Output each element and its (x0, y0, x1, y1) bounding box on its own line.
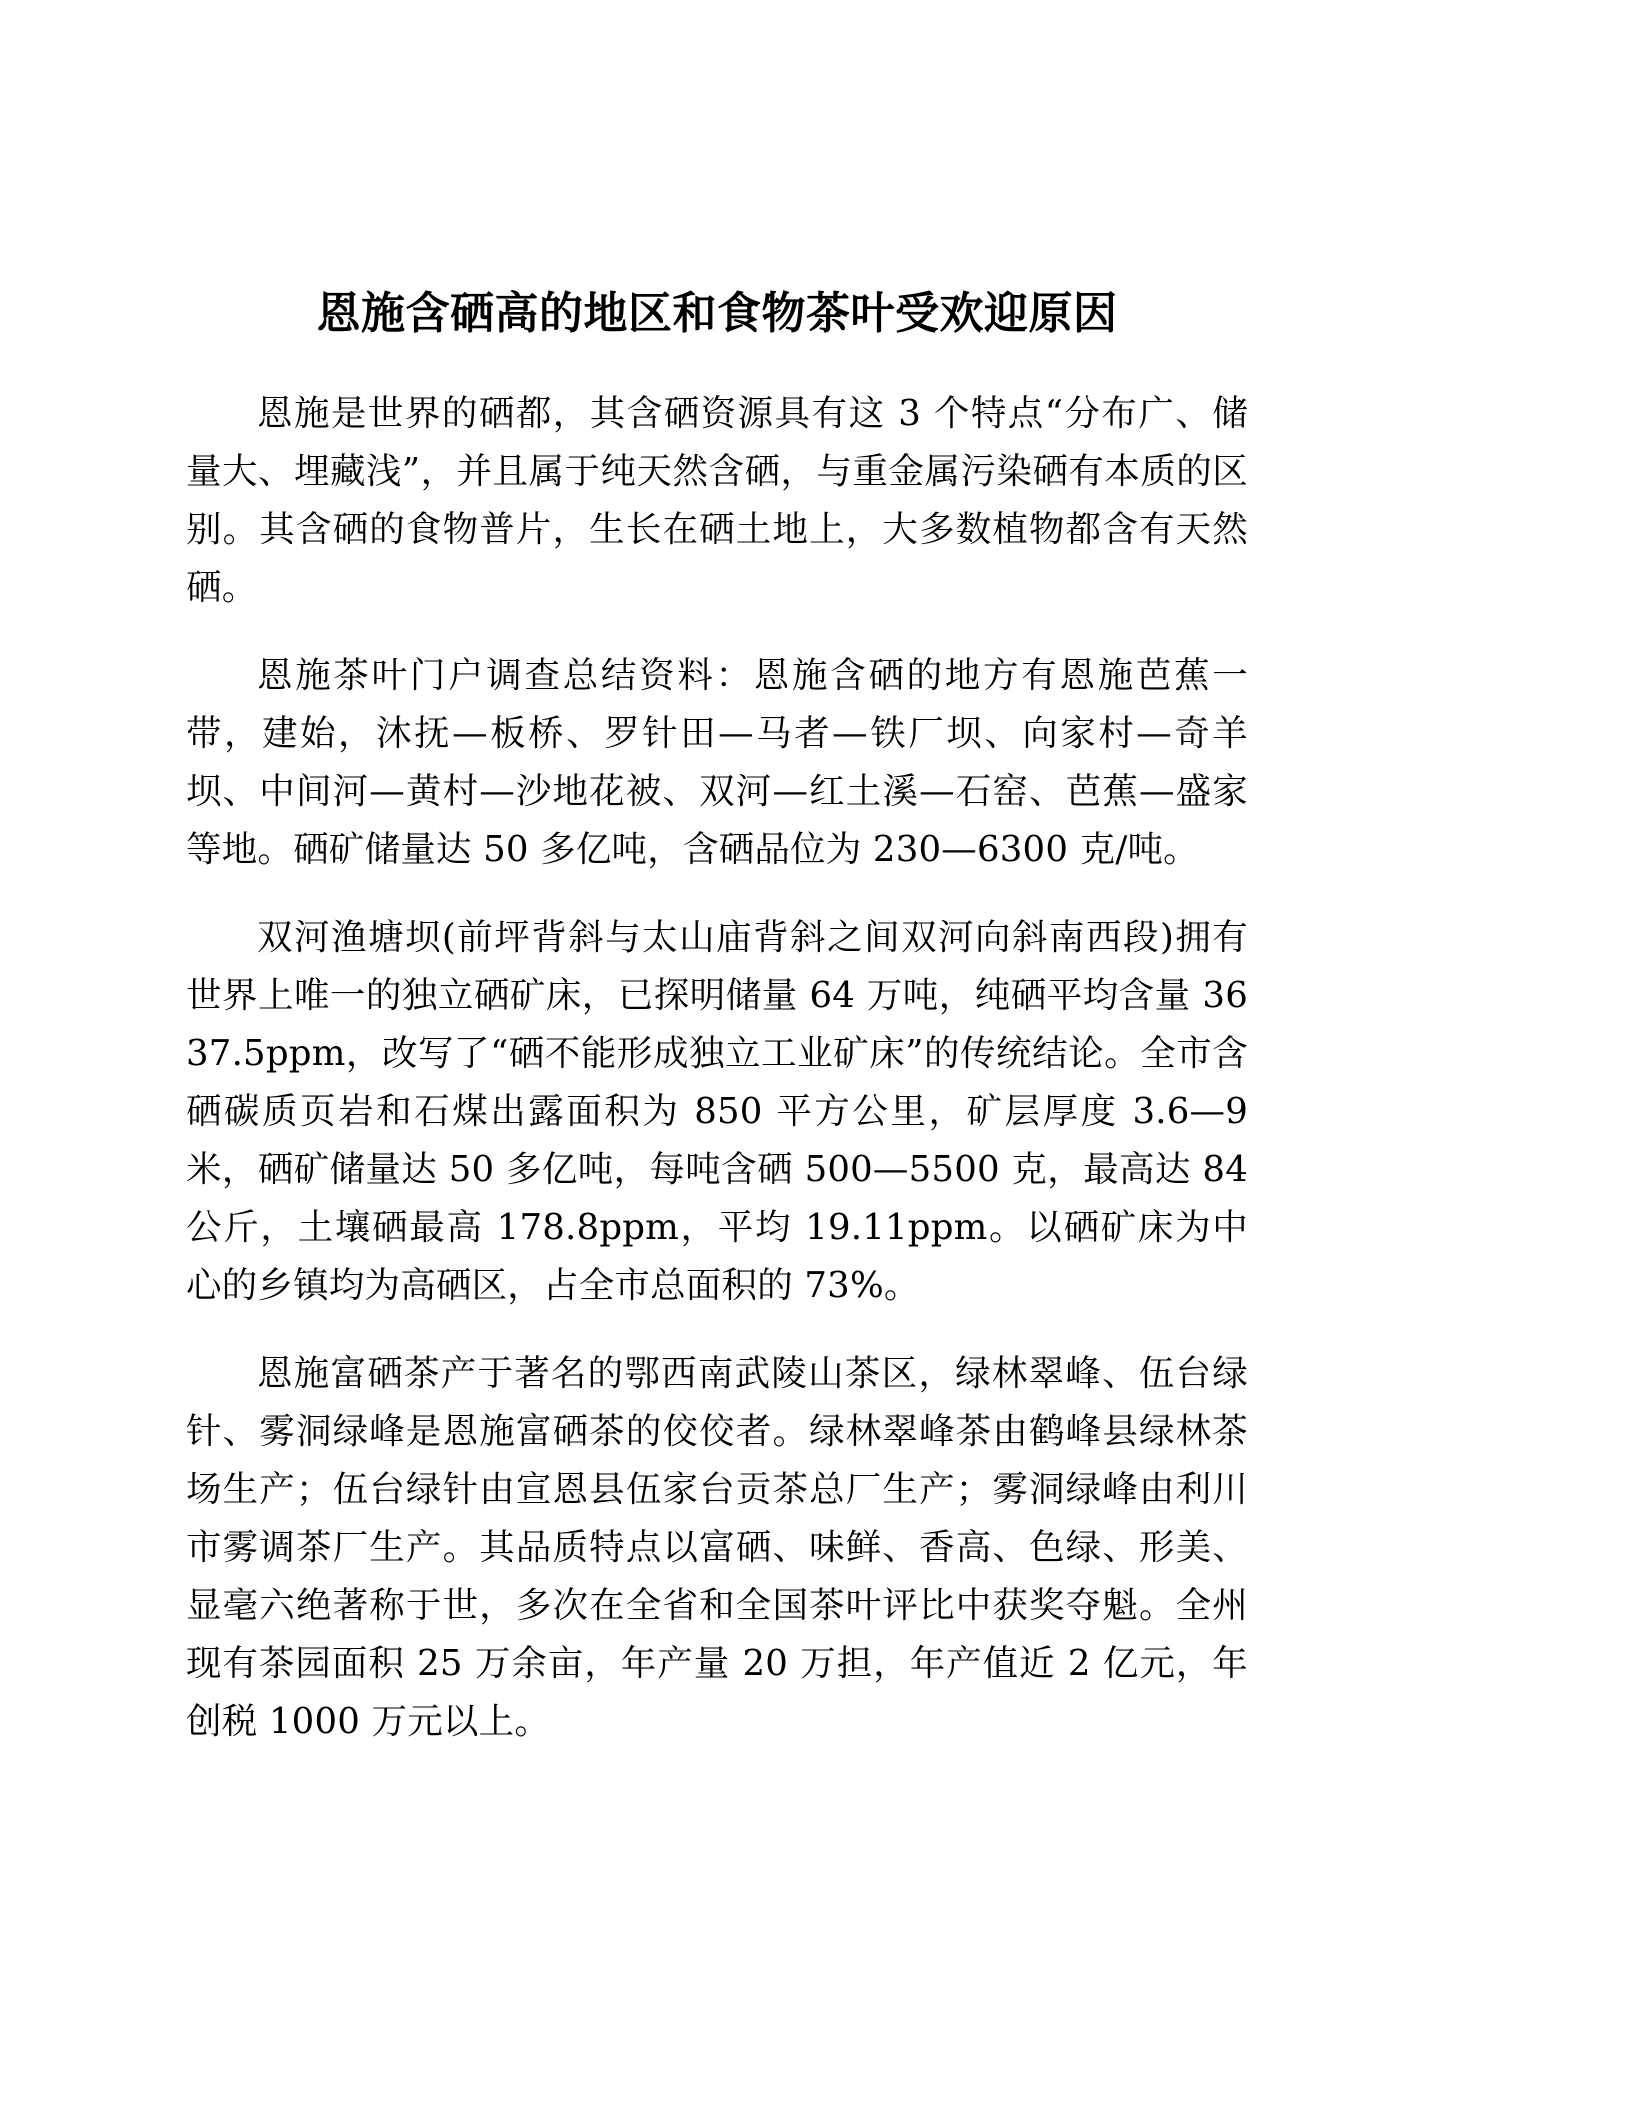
paragraph-list (186, 385, 1248, 1751)
page-title: 恩施含硒高的地区和食物茶叶受欢迎原因 (316, 288, 1118, 339)
paragraph-selenium-capital: 恩施是世界的硒都，其含硒资源具有这 3 个特点“分布广、储量大、埋藏浅”，并且属于纯天然含硒，与重金属污染硒有本质的区别。其含硒的食物普片，生长在硒土地上，大多数植物都含有天然硒。 (186, 393, 1248, 608)
paragraph-survey-summary: 恩施茶叶门户调查总结资料：恩施含硒的地方有恩施芭蕉一带，建始，沐抚—板桥、罗针田—马者—铁厂坝、向家村—奇羊坝、中间河—黄村—沙地花被、双河—红土溪—石窑、芭蕉—盛家等地。硒矿储量达 50 多亿吨，含硒品位为 230—6300 克/吨。 (186, 655, 1248, 870)
paragraph-selenium-tea: 恩施富硒茶产于著名的鄂西南武陵山茶区，绿林翠峰、伍台绿针、雾洞绿峰是恩施富硒茶的佼佼者。绿林翠峰茶由鹤峰县绿林茶场生产；伍台绿针由宣恩县伍家台贡茶总厂生产；雾洞绿峰由利川市雾调茶厂生产。其品质特点以富硒、味鲜、香高、色绿、形美、显毫六绝著称于世，多次在全省和全国茶叶评比中获奖夺魁。全州现有茶园面积 25 万余亩，年产量 20 万担，年产值近 2 亿元，年创税 1000 万元以上。 (186, 1353, 1248, 1742)
paragraph-shuanghe-deposit: 双河渔塘坝(前坪背斜与太山庙背斜之间双河向斜南西段)拥有世界上唯一的独立硒矿床，已探明储量 64 万吨，纯硒平均含量 3637.5ppm，改写了“硒不能形成独立工业矿床”的传统结论。全市含硒碳质页岩和石煤出露面积为 850 平方公里，矿层厚度 3.6—9 米，硒矿储量达 50 多亿吨，每吨含硒 500—5500 克，最高达 84 公斤，土壤硒最高 178.8ppm，平均 19.11ppm。以硒矿床为中心的乡镇均为高硒区，占全市总面积的 73%。 (186, 917, 1248, 1306)
document-body (186, 0, 1248, 1751)
